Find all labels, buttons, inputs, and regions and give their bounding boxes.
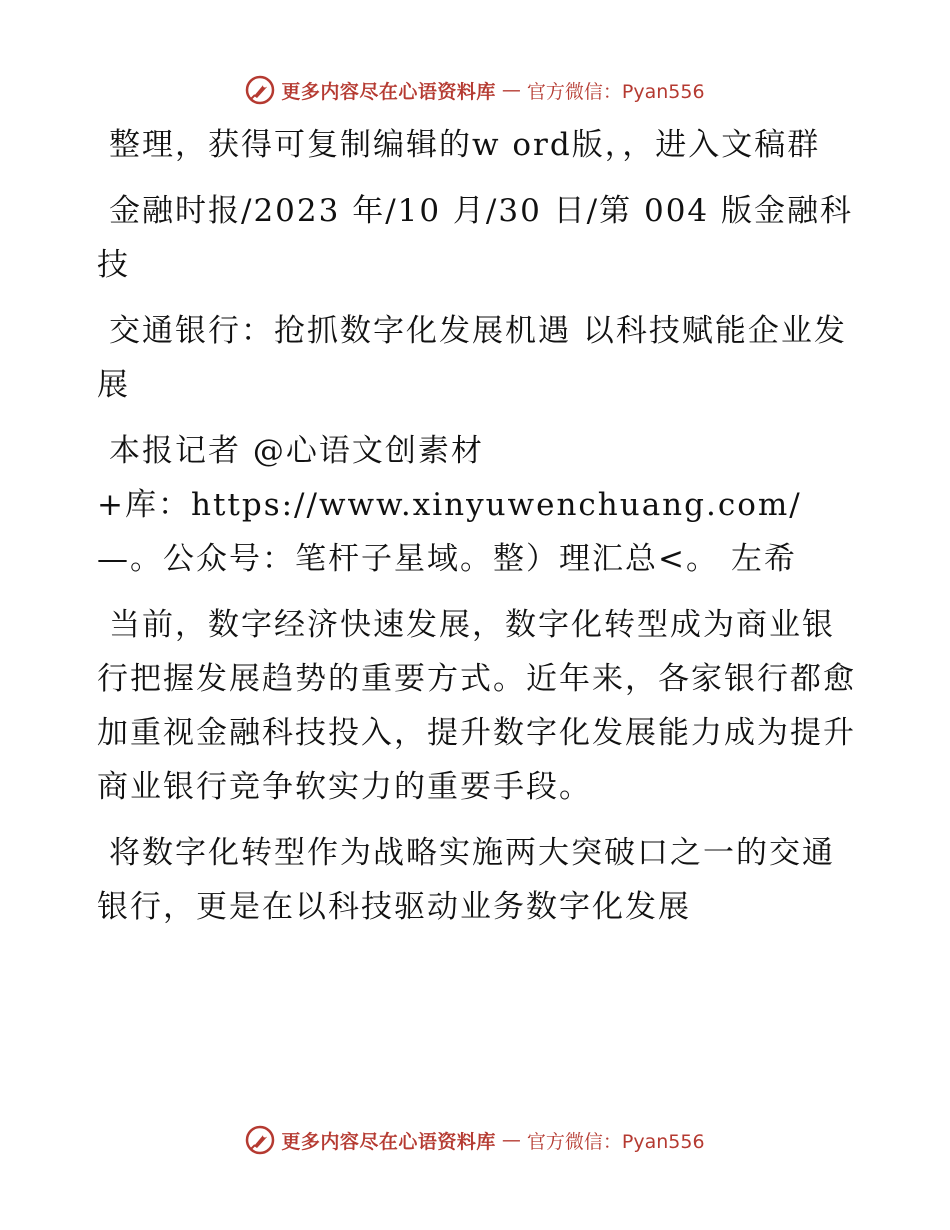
paragraph-intro: 整理，获得可复制编辑的w ord版，，进入文稿群 (109, 127, 821, 163)
header-banner-main-text: 更多内容尽在心语资料库 (281, 80, 496, 103)
document-body (97, 118, 857, 946)
footer-banner-wechat: 官方微信：Pyan556 (526, 1130, 705, 1153)
paragraph-byline: 本报记者 @心语文创素材 (109, 433, 484, 469)
header-banner-separator: — (501, 79, 521, 101)
header-banner-wechat: 官方微信：Pyan556 (526, 80, 705, 103)
footer-banner-separator: — (501, 1129, 521, 1151)
paragraph-body-1: 当前，数字经济快速发展，数字化转型成为商业银行把握发展趋势的重要方式。近年来，各家银行都愈加重视金融科技投入，提升数字化发展能力成为提升商业银行竞争软实力的重要手段。 (97, 607, 856, 805)
header-banner-content (245, 75, 704, 105)
paragraph-headline: 交通银行：抢抓数字化发展机遇 以科技赋能企业发展 (97, 313, 847, 403)
header-banner (0, 70, 950, 110)
paragraph-body-2: 将数字化转型作为战略实施两大突破口之一的交通银行，更是在以科技驱动业务数字化发展 (97, 835, 835, 925)
pen-nib-logo-icon (245, 1125, 275, 1155)
pen-nib-logo-icon (245, 75, 275, 105)
paragraph-source: 金融时报/2023 年/10 月/30 日/第 004 版金融科技 (97, 193, 854, 283)
footer-banner-main-text: 更多内容尽在心语资料库 (281, 1130, 496, 1153)
footer-banner (0, 1120, 950, 1160)
footer-banner-content (245, 1125, 704, 1155)
paragraph-library-note: +库：https://www.xinyuwenchuang.com/—。公众号：笔杆子星域。整）理汇总<。 左希 (97, 487, 802, 577)
